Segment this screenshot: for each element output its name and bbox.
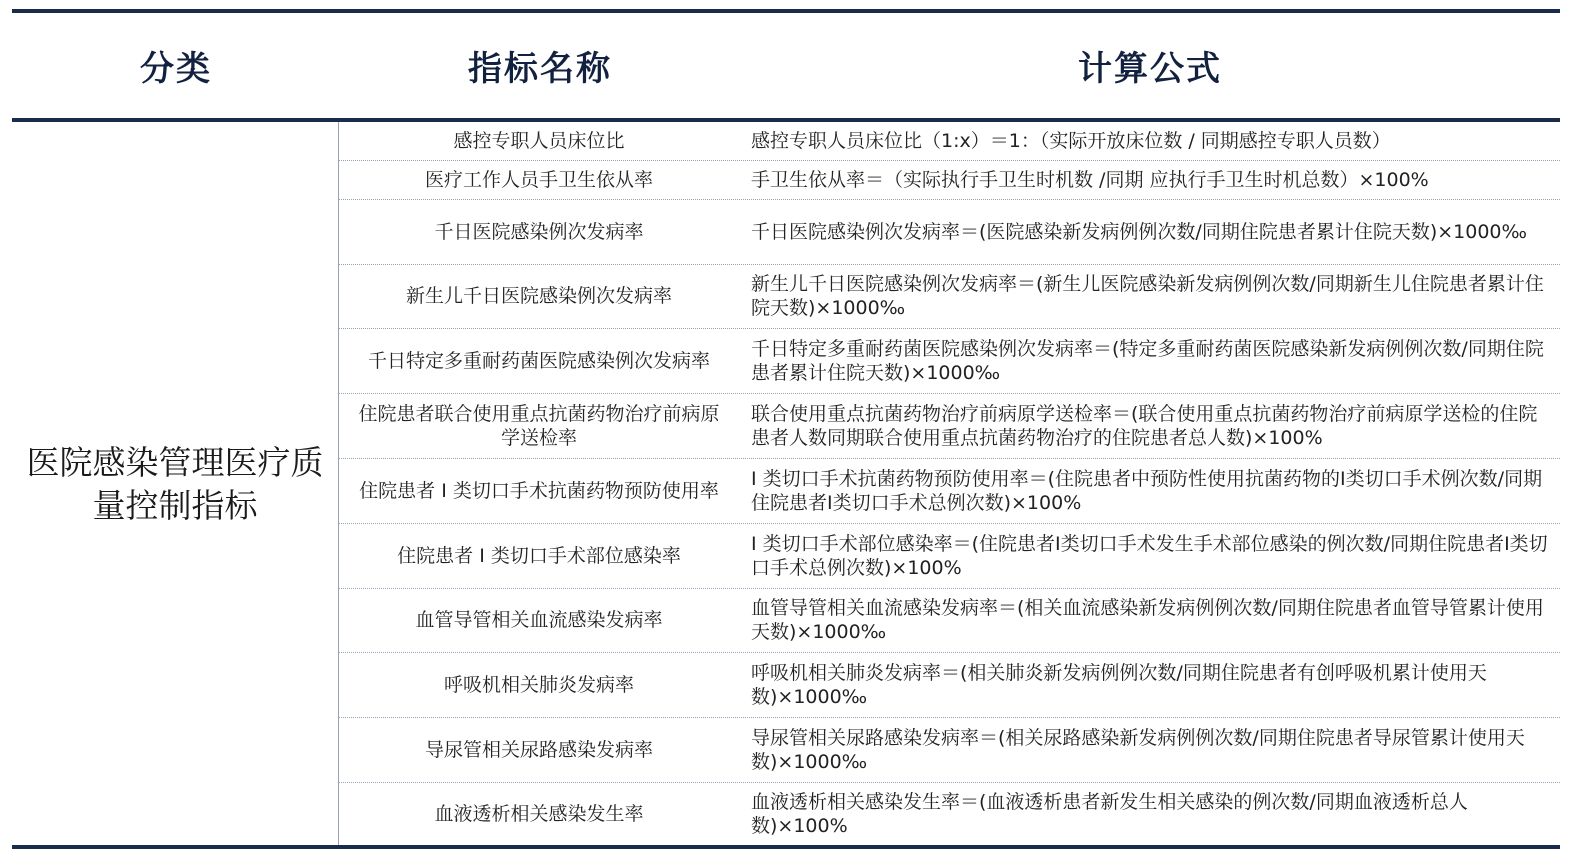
table-row xyxy=(339,782,1560,845)
formula-cell: 千日特定多重耐药菌医院感染例次发病率＝(特定多重耐药菌医院感染新发病例例次数/同期住院患者累计住院天数)×1000‰ xyxy=(751,337,1544,384)
indicator-name-cell: 感控专职人员床位比 xyxy=(453,130,625,152)
formula-cell: 联合使用重点抗菌药物治疗前病原学送检率＝(联合使用重点抗菌药物治疗前病原学送检的住院患者人数同期联合使用重点抗菌药物治疗的住院患者总人数)×100% xyxy=(751,402,1538,449)
indicator-name-cell: 血管导管相关血流感染发病率 xyxy=(415,609,663,631)
table-bottom-rule xyxy=(12,845,1560,849)
formula-cell: 血管导管相关血流感染发病率＝(相关血流感染新发病例例次数/同期住院患者血管导管累计使用天数)×1000‰ xyxy=(751,597,1544,643)
indicator-name-cell: 千日特定多重耐药菌医院感染例次发病率 xyxy=(367,349,710,372)
formula-cell: 新生儿千日医院感染例次发病率＝(新生儿医院感染新发病例例次数/同期新生儿住院患者累计住院天数)×1000‰ xyxy=(751,273,1544,319)
category-cell xyxy=(12,122,339,845)
category-label: 医院感染管理医疗质量控制指标 xyxy=(26,442,324,525)
table-row xyxy=(339,393,1560,459)
table-row xyxy=(339,160,1560,200)
table-row xyxy=(339,588,1560,653)
indicator-name-cell: 千日医院感染例次发病率 xyxy=(434,220,644,243)
indicator-name-cell: 导尿管相关尿路感染发病率 xyxy=(424,738,653,761)
table-row xyxy=(339,458,1560,524)
formula-cell: 血液透析相关感染发生率＝(血液透析患者新发生相关感染的例次数/同期血液透析总人数)×100% xyxy=(751,790,1468,837)
table-row xyxy=(339,523,1560,589)
formula-cell: Ⅰ 类切口手术抗菌药物预防使用率＝(住院患者中预防性使用抗菌药物的Ⅰ类切口手术例次数/同期住院患者Ⅰ类切口手术总例次数)×100% xyxy=(751,467,1543,514)
indicator-name-cell: 医疗工作人员手卫生依从率 xyxy=(424,168,653,191)
header-formula: 计算公式 xyxy=(1078,49,1222,89)
formula-cell: Ⅰ 类切口手术部位感染率＝(住院患者Ⅰ类切口手术发生手术部位感染的例次数/同期住院患者Ⅰ类切口手术总例次数)×100% xyxy=(751,532,1548,579)
indicator-name-cell: 住院患者 Ⅰ 类切口手术部位感染率 xyxy=(397,544,681,567)
formula-cell: 手卫生依从率＝（实际执行手卫生时机数 /同期 应执行手卫生时机总数）×100% xyxy=(751,168,1429,191)
formula-cell: 呼吸机相关肺炎发病率＝(相关肺炎新发病例例次数/同期住院患者有创呼吸机累计使用天数)×1000‰ xyxy=(751,661,1487,708)
indicator-name-cell: 住院患者联合使用重点抗菌药物治疗前病原学送检率 xyxy=(358,402,720,449)
table-row xyxy=(339,122,1560,161)
table-row xyxy=(339,264,1560,329)
indicator-name-cell: 呼吸机相关肺炎发病率 xyxy=(443,673,634,696)
header-indicator-name: 指标名称 xyxy=(468,49,612,89)
table-row xyxy=(339,199,1560,265)
table-row xyxy=(339,328,1560,394)
formula-cell: 感控专职人员床位比（1:x）＝1：（实际开放床位数 / 同期感控专职人员数） xyxy=(751,130,1391,152)
formula-cell: 导尿管相关尿路感染发病率＝(相关尿路感染新发病例例次数/同期住院患者导尿管累计使用天数)×1000‰ xyxy=(751,726,1525,773)
table-row xyxy=(339,717,1560,783)
header-category: 分类 xyxy=(140,49,212,89)
indicator-name-cell: 住院患者 Ⅰ 类切口手术抗菌药物预防使用率 xyxy=(359,479,719,502)
indicator-name-cell: 新生儿千日医院感染例次发病率 xyxy=(405,285,672,307)
table-row xyxy=(339,652,1560,718)
indicator-table-body xyxy=(339,122,1560,845)
indicator-name-cell: 血液透析相关感染发生率 xyxy=(434,802,644,825)
formula-cell: 千日医院感染例次发病率＝(医院感染新发病例例次数/同期住院患者累计住院天数)×1000‰ xyxy=(751,220,1527,243)
